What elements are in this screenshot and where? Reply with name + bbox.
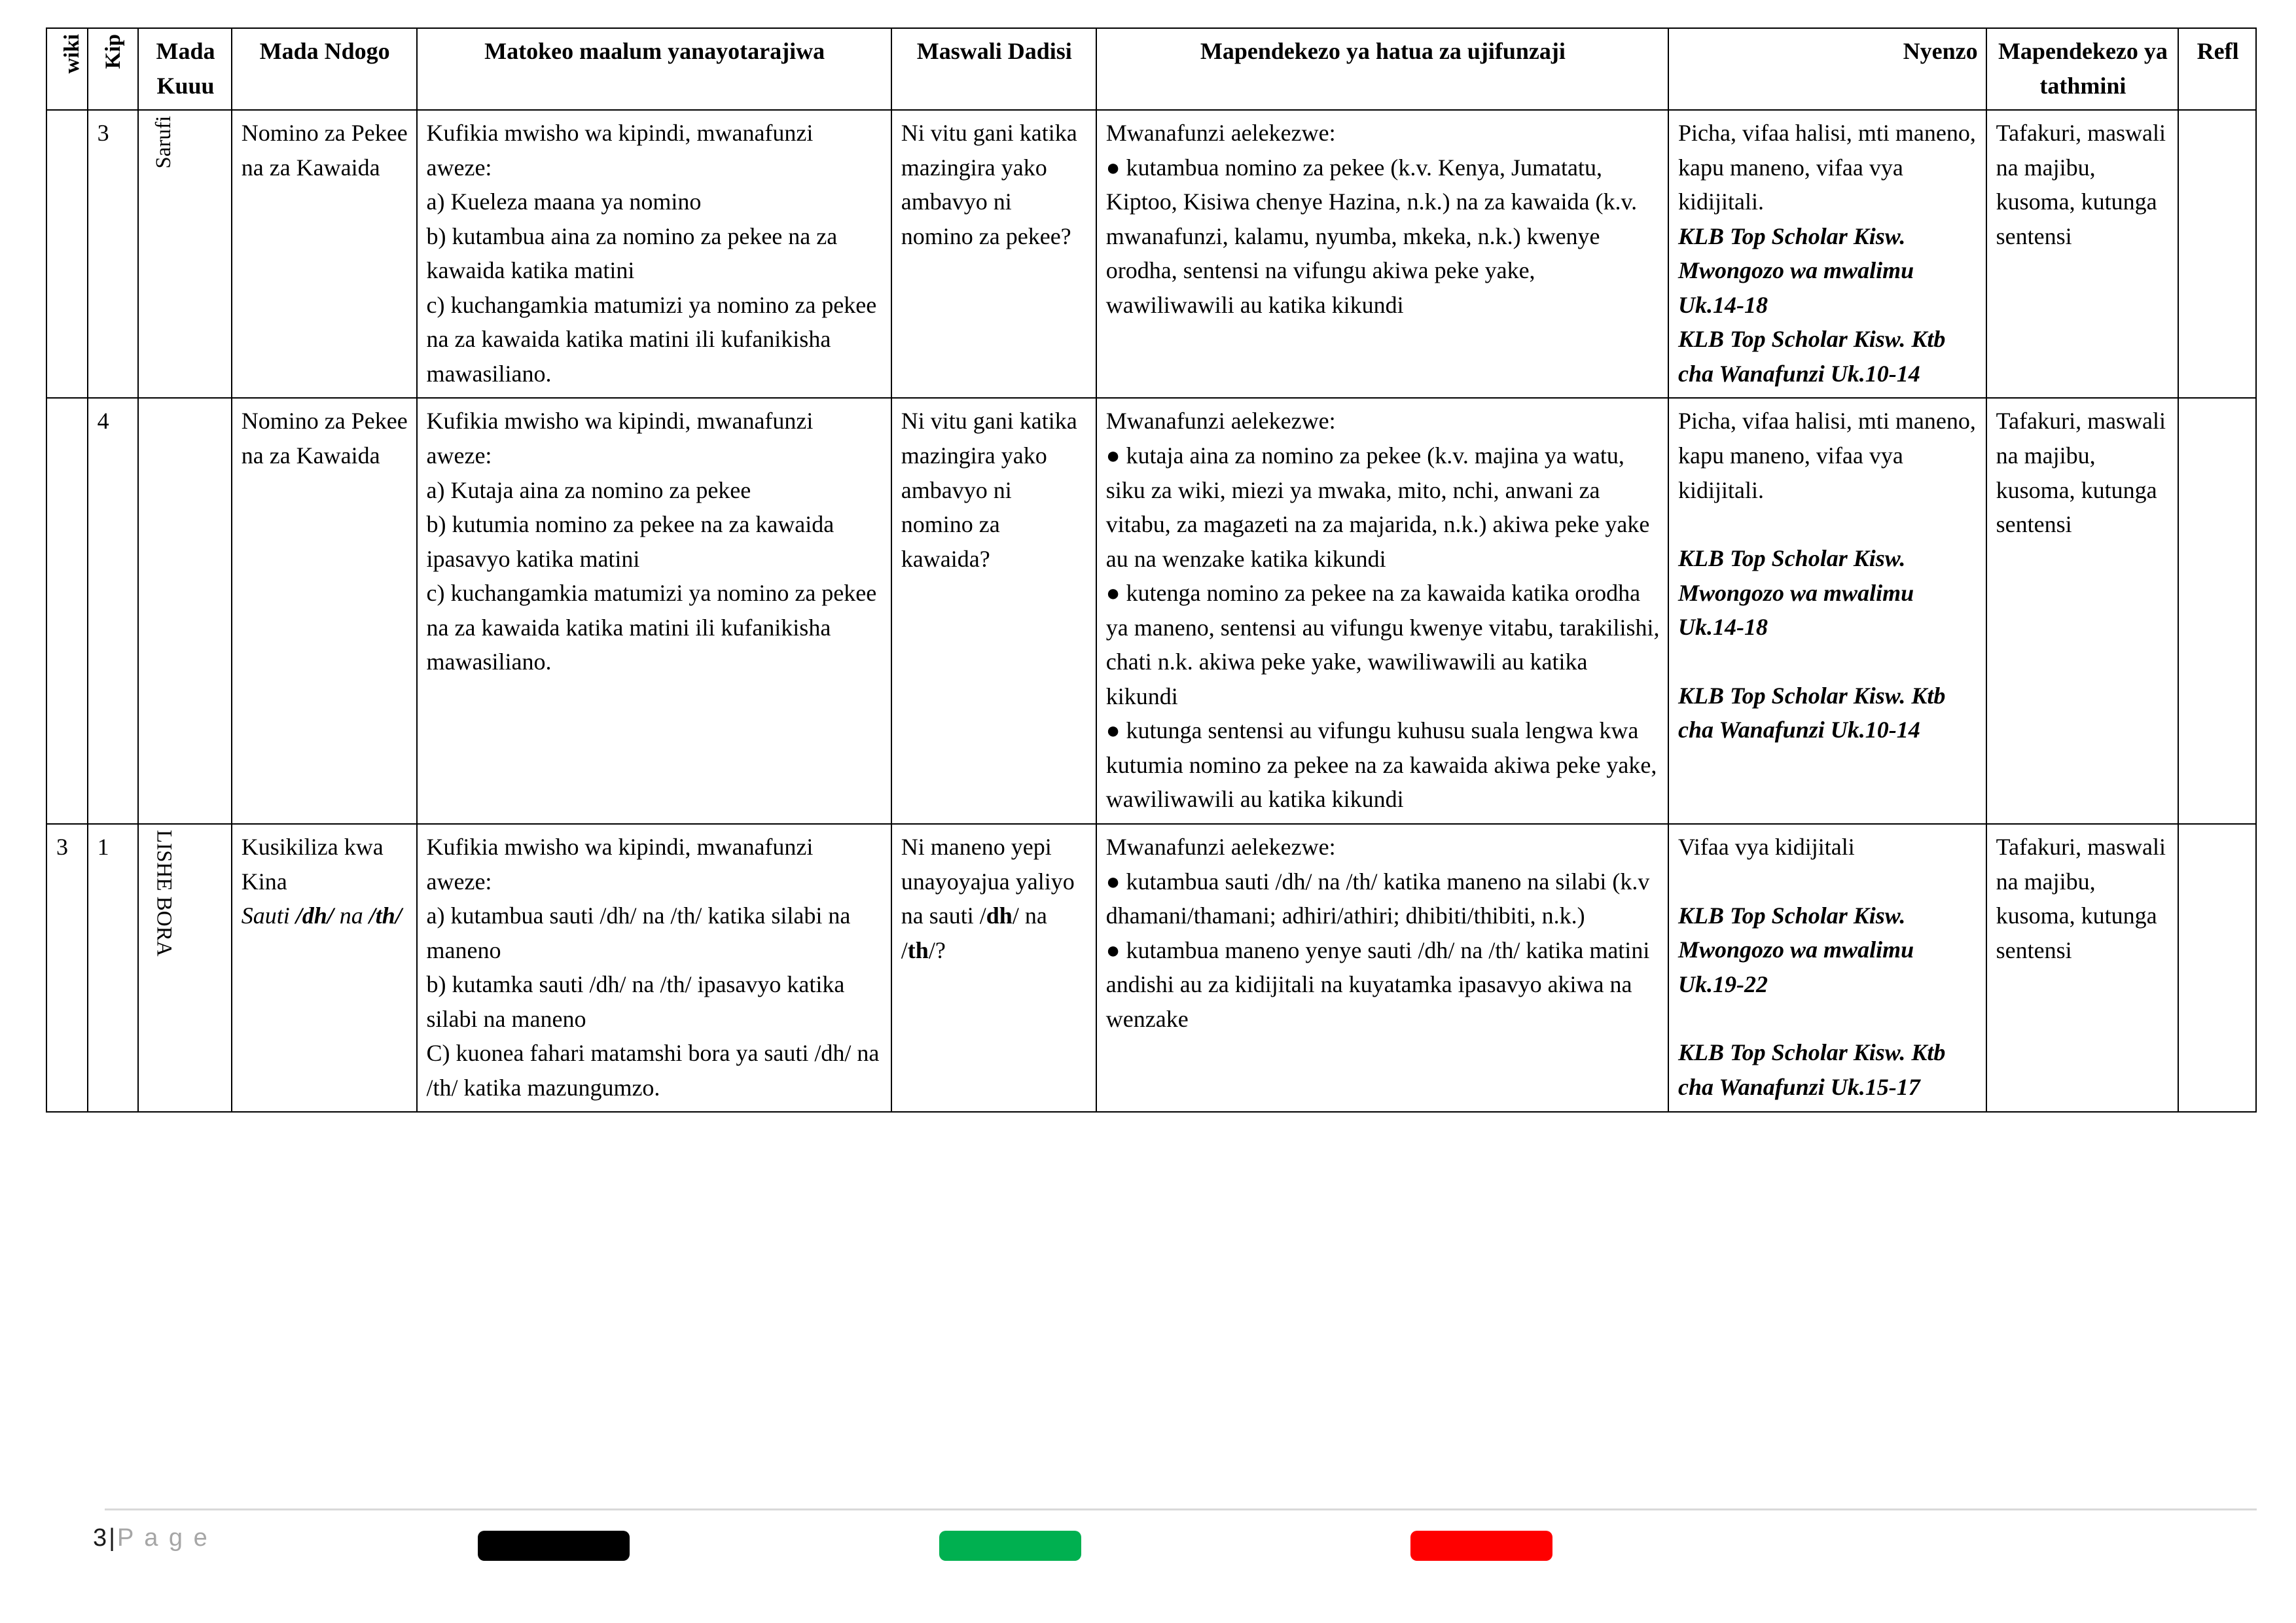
- matokeo-intro: Kufikia mwisho wa kipindi, mwanafunzi aweze:: [426, 120, 814, 181]
- mada-ndogo-title: Kusikiliza kwa Kina: [241, 834, 384, 895]
- cell-wiki: [46, 110, 88, 398]
- cell-refl: [2178, 824, 2256, 1112]
- column-header-wiki-label: wiki: [60, 34, 84, 74]
- cell-tathmini: Tafakuri, maswali na majibu, kusoma, kutunga sentensi: [1986, 110, 2179, 398]
- cell-refl: [2178, 110, 2256, 398]
- hatua-bullet: ● kutambua sauti /dh/ na /th/ katika maneno na silabi (k.v dhamani/thamani; adhiri/athiri; dhibiti/thibiti, n.k.): [1105, 868, 1650, 929]
- cell-kip: 1: [88, 824, 139, 1112]
- cell-hatua: [1096, 110, 1668, 398]
- cell-tathmini: Tafakuri, maswali na majibu, kusoma, kutunga sentensi: [1986, 824, 2179, 1112]
- footer-bar-red: [1410, 1531, 1552, 1561]
- cell-hatua: [1096, 398, 1668, 824]
- page-footer: [46, 1508, 2257, 1620]
- cell-nyenzo: [1668, 398, 1986, 824]
- column-header-nyenzo: Nyenzo: [1668, 28, 1986, 110]
- hatua-bullet: ● kutambua maneno yenye sauti /dh/ na /th/ katika matini andishi au za kidijitali na kuyatamka ipasavyo akiwa na wenzake: [1105, 936, 1650, 1032]
- column-header-kip: [88, 28, 139, 110]
- page-number-label: [93, 1524, 209, 1552]
- cell-mada-kuu-label: LISHE BORA: [152, 830, 176, 957]
- nyenzo-reference: KLB Top Scholar Kisw. Mwongozo wa mwalimu Uk.19-22: [1677, 902, 1914, 997]
- nyenzo-reference: KLB Top Scholar Kisw. Ktb cha Wanafunzi Uk.10-14: [1677, 682, 1946, 743]
- matokeo-item-b: b) kutamka sauti /dh/ na /th/ ipasavyo katika silabi na maneno: [426, 971, 845, 1032]
- maswali-text-1: Ni maneno yepi unayoyajua yaliyo na sauti /: [901, 834, 1075, 929]
- nyenzo-materials: Picha, vifaa halisi, mti maneno, kapu maneno, vifaa vya kidijitali.: [1677, 408, 1976, 503]
- maswali-dh: dh: [986, 902, 1013, 929]
- matokeo-intro: Kufikia mwisho wa kipindi, mwanafunzi aweze:: [426, 408, 814, 469]
- column-header-kip-label: Kip: [101, 34, 125, 69]
- nyenzo-reference: KLB Top Scholar Kisw. Mwongozo wa mwalimu Uk.14-18: [1677, 223, 1914, 318]
- spacer: [1678, 1001, 1978, 1035]
- nyenzo-materials: Picha, vifaa halisi, mti maneno, kapu maneno, vifaa vya kidijitali.: [1677, 120, 1976, 215]
- matokeo-intro: Kufikia mwisho wa kipindi, mwanafunzi aweze:: [426, 834, 814, 895]
- sound-note-text-2: na: [333, 902, 369, 929]
- spacer: [1678, 865, 1978, 899]
- table-row: [46, 110, 2256, 398]
- matokeo-item-c: C) kuonea fahari matamshi bora ya sauti /dh/ na /th/ katika mazungumzo.: [426, 1040, 880, 1101]
- footer-bar-black: [478, 1531, 630, 1561]
- hatua-intro: Mwanafunzi aelekezwe:: [1105, 834, 1336, 861]
- column-header-mada-kuu: Mada Kuuu: [138, 28, 231, 110]
- cell-nyenzo: [1668, 110, 1986, 398]
- matokeo-item-b: b) kutumia nomino za pekee na za kawaida ipasavyo katika matini: [426, 511, 834, 572]
- scheme-of-work-table: [46, 27, 2257, 1113]
- hatua-bullet: ● kutunga sentensi au vifungu kuhusu suala lengwa kwa kutumia nomino za pekee na za kawaida akiwa peke yake, wawiliwawili au katika kikundi: [1105, 717, 1657, 813]
- sound-note-text-1: Sauti: [241, 902, 296, 929]
- cell-maswali: Ni vitu gani katika mazingira yako ambavyo ni nomino za kawaida?: [891, 398, 1096, 824]
- cell-matokeo: [417, 824, 891, 1112]
- cell-mada-kuu-label: Sarufi: [152, 116, 176, 169]
- cell-nyenzo: [1668, 824, 1986, 1112]
- maswali-text-3: /?: [928, 936, 946, 963]
- column-header-maswali: Maswali Dadisi: [891, 28, 1096, 110]
- hatua-intro: Mwanafunzi aelekezwe:: [1105, 408, 1336, 435]
- page-word: P a g e: [117, 1524, 209, 1552]
- cell-mada-ndogo: [232, 824, 417, 1112]
- table-row: [46, 398, 2256, 824]
- cell-wiki: [46, 398, 88, 824]
- column-header-hatua: Mapendekezo ya hatua za ujifunzaji: [1096, 28, 1668, 110]
- cell-mada-kuu: [138, 398, 231, 824]
- hatua-bullet: ● kutaja aina za nomino za pekee (k.v. majina ya watu, siku za wiki, miezi ya mwaka, mito, nchi, anwani za vitabu, za magazeti na za majarida, n.k.) akiwa peke yake au na wenzake katika kikundi: [1105, 442, 1650, 572]
- cell-maswali: [891, 824, 1096, 1112]
- column-header-refl: Refl: [2178, 28, 2256, 110]
- cell-matokeo: [417, 398, 891, 824]
- page-separator: |: [109, 1524, 118, 1552]
- column-header-tathmini: Mapendekezo ya tathmini: [1986, 28, 2179, 110]
- sound-note-dh: /dh/: [295, 902, 334, 929]
- matokeo-item-a: a) Kueleza maana ya nomino: [426, 188, 702, 215]
- matokeo-item-c: c) kuchangamkia matumizi ya nomino za pekee na za kawaida katika matini ili kufanikisha mawasiliano.: [426, 291, 877, 387]
- spacer: [1678, 507, 1978, 541]
- hatua-bullet: ● kutambua nomino za pekee (k.v. Kenya, Jumatatu, Kiptoo, Kisiwa chenye Hazina, n.k.) na za kawaida (k.v. mwanafunzi, kalamu, nyumba, mkeka, n.k.) kwenye orodha, sentensi na vifungu akiwa peke yake, wawiliwawili au katika kikundi: [1105, 154, 1638, 318]
- column-header-mada-ndogo: Mada Ndogo: [232, 28, 417, 110]
- mada-ndogo-sound-note: [242, 899, 408, 933]
- table-header-row: [46, 28, 2256, 110]
- cell-refl: [2178, 398, 2256, 824]
- cell-matokeo: [417, 110, 891, 398]
- cell-kip: 3: [88, 110, 139, 398]
- matokeo-item-a: a) kutambua sauti /dh/ na /th/ katika silabi na maneno: [426, 902, 851, 963]
- matokeo-item-b: b) kutambua aina za nomino za pekee na za kawaida katika matini: [426, 223, 838, 284]
- nyenzo-reference: KLB Top Scholar Kisw. Ktb cha Wanafunzi Uk.15-17: [1677, 1039, 1946, 1100]
- sound-note-th: /th/: [368, 902, 402, 929]
- hatua-intro: Mwanafunzi aelekezwe:: [1105, 120, 1336, 147]
- cell-wiki: 3: [46, 824, 88, 1112]
- cell-hatua: [1096, 824, 1668, 1112]
- cell-maswali: Ni vitu gani katika mazingira yako ambavyo ni nomino za pekee?: [891, 110, 1096, 398]
- footer-bar-green: [939, 1531, 1081, 1561]
- matokeo-item-c: c) kuchangamkia matumizi ya nomino za pekee na za kawaida katika matini ili kufanikisha mawasiliano.: [426, 580, 877, 675]
- cell-mada-ndogo: Nomino za Pekee na za Kawaida: [232, 110, 417, 398]
- page-number: 3: [93, 1524, 109, 1552]
- nyenzo-reference: KLB Top Scholar Kisw. Ktb cha Wanafunzi Uk.10-14: [1677, 326, 1946, 387]
- cell-kip: 4: [88, 398, 139, 824]
- maswali-th: th: [907, 936, 929, 963]
- maswali-text-2: / na /: [901, 902, 1047, 963]
- footer-divider: [105, 1508, 2257, 1510]
- cell-mada-kuu: [138, 824, 231, 1112]
- nyenzo-materials: Vifaa vya kidijitali: [1677, 834, 1855, 861]
- cell-mada-ndogo: Nomino za Pekee na za Kawaida: [232, 398, 417, 824]
- matokeo-item-a: a) Kutaja aina za nomino za pekee: [426, 476, 751, 503]
- cell-mada-kuu: [138, 110, 231, 398]
- cell-tathmini: Tafakuri, maswali na majibu, kusoma, kutunga sentensi: [1986, 398, 2179, 824]
- nyenzo-reference: KLB Top Scholar Kisw. Mwongozo wa mwalimu Uk.14-18: [1677, 545, 1914, 641]
- column-header-wiki: [46, 28, 88, 110]
- table-row: [46, 824, 2256, 1112]
- hatua-bullet: ● kutenga nomino za pekee na za kawaida katika orodha ya maneno, sentensi au vifungu kwenye vitabu, tarakilishi, chati n.k. akiwa peke yake, wawiliwawili au katika kikundi: [1105, 580, 1660, 709]
- column-header-matokeo: Matokeo maalum yanayotarajiwa: [417, 28, 891, 110]
- spacer: [1678, 645, 1978, 679]
